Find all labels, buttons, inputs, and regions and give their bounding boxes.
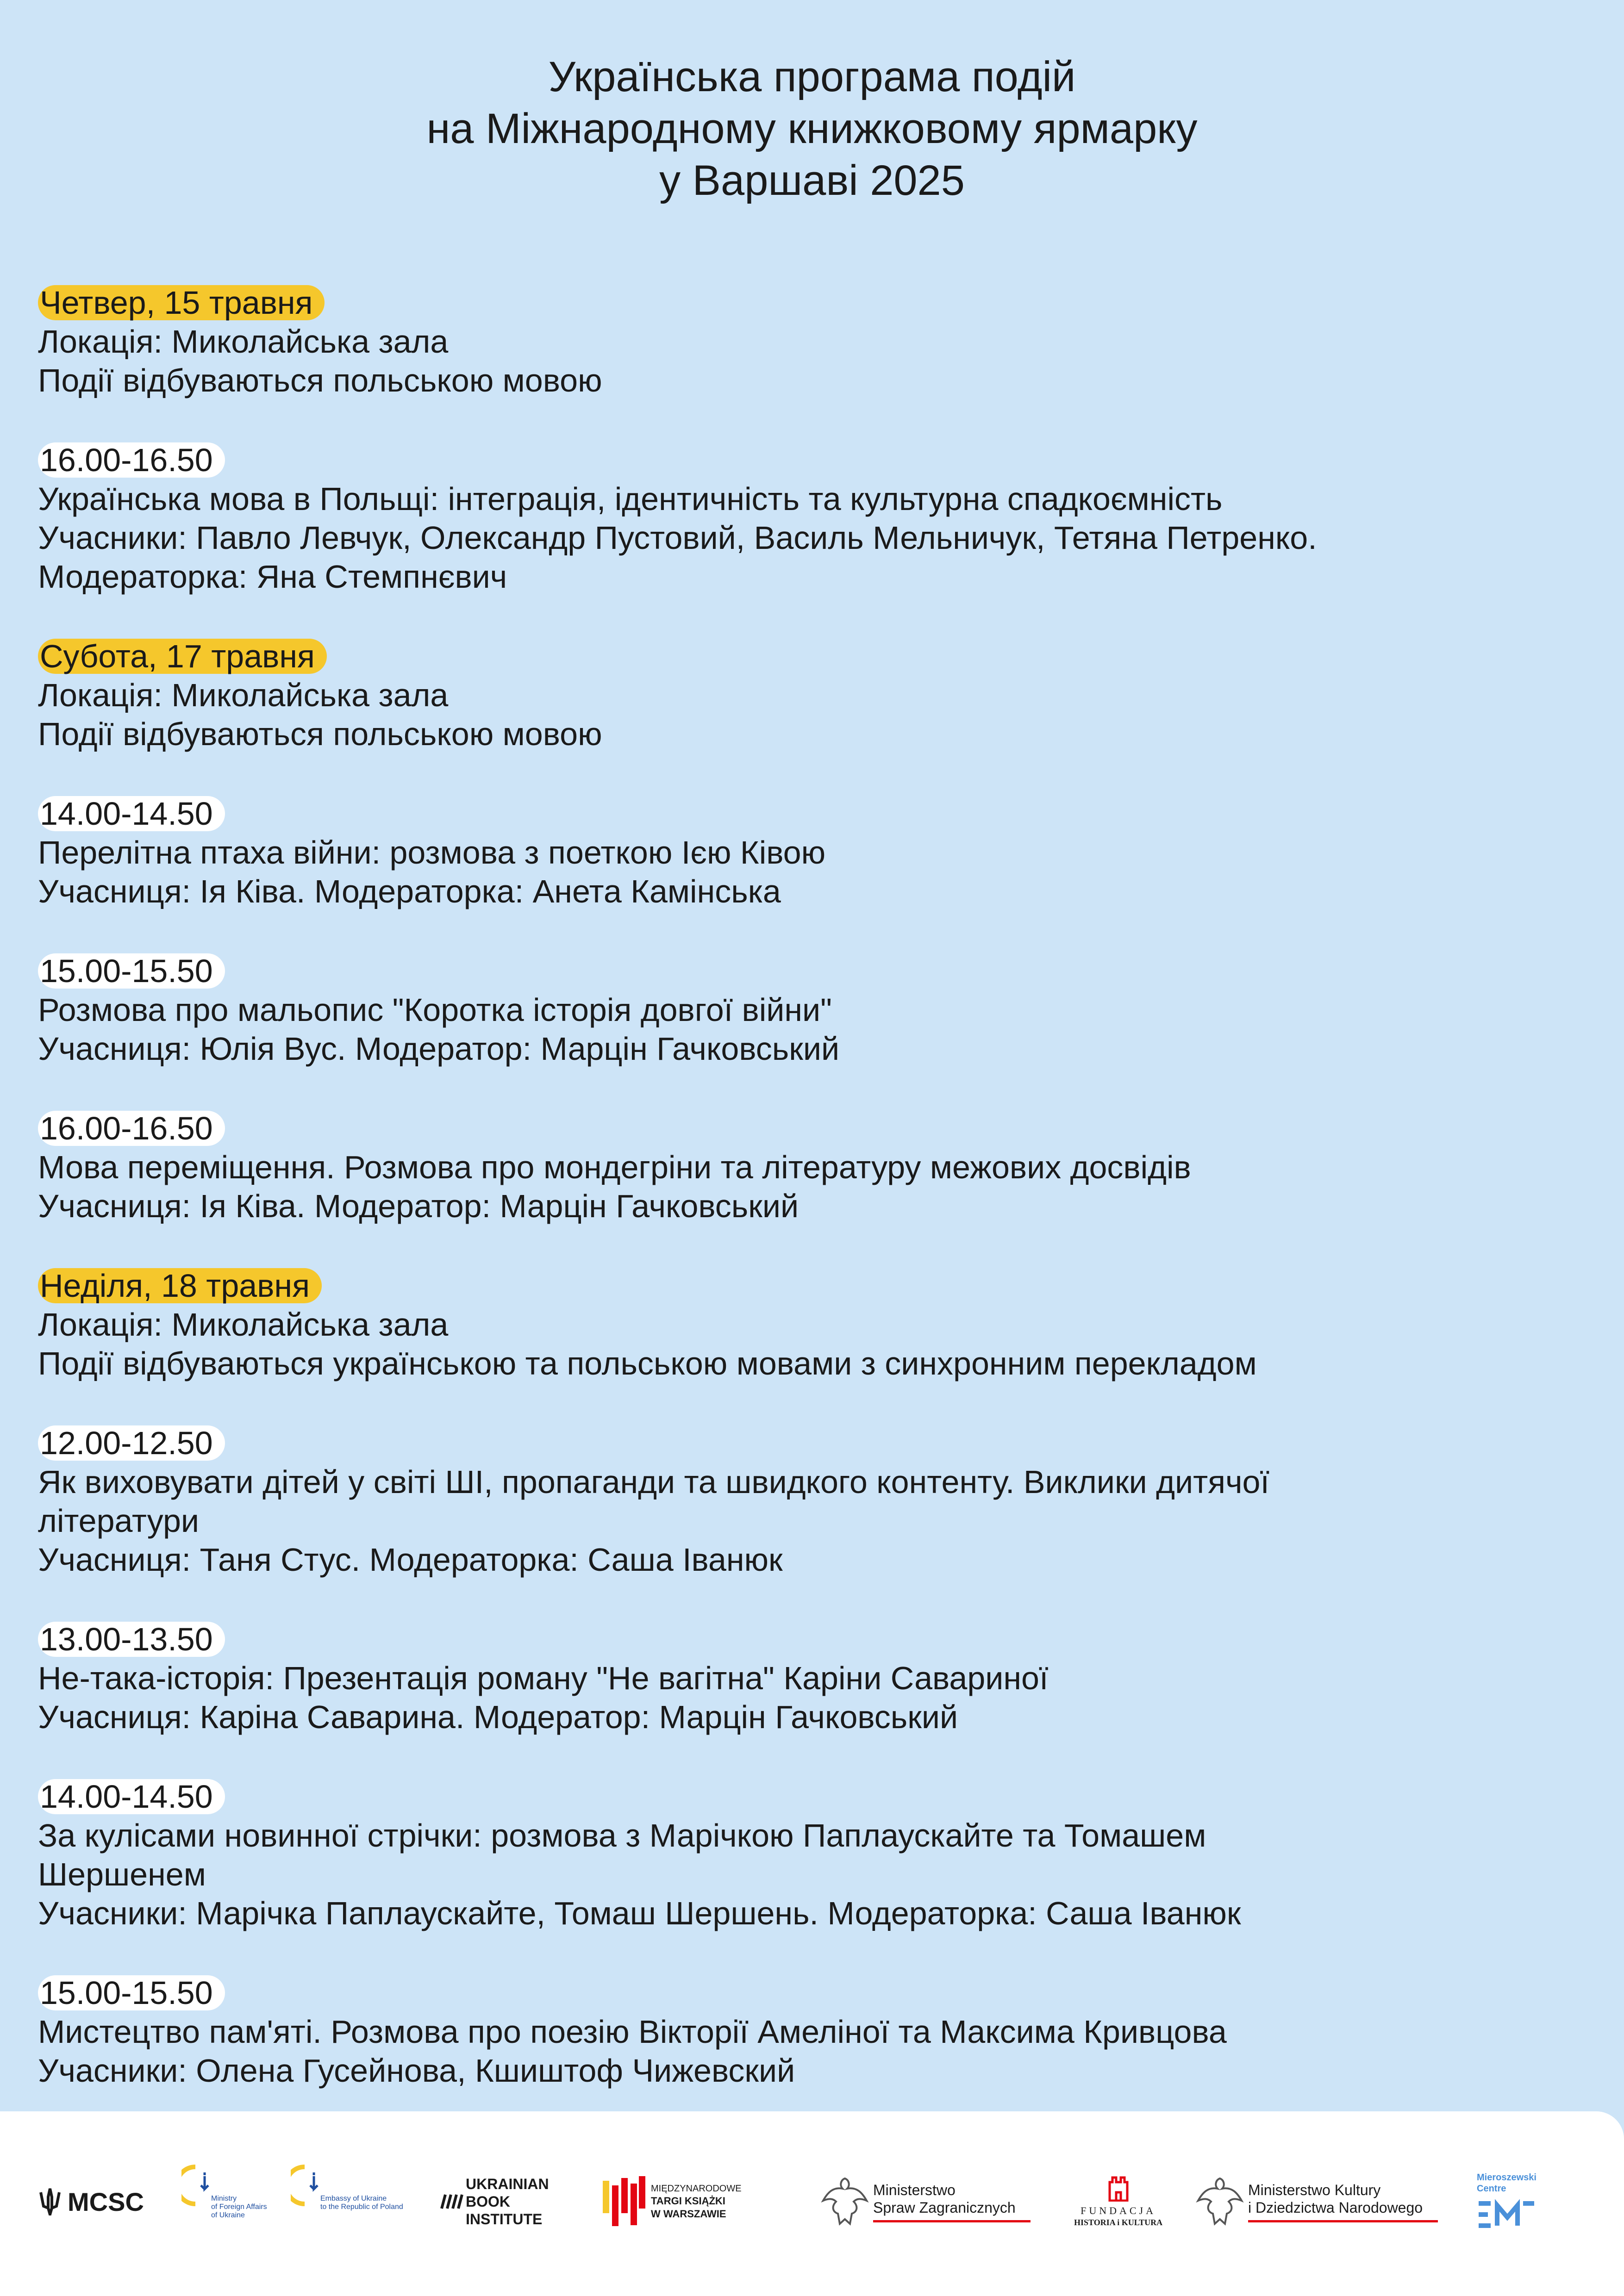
event-item xyxy=(38,1620,1584,1736)
language-note: Події відбуваються польською мовою xyxy=(38,362,602,398)
event-detail-line: Учасниця: Таня Стус. Модераторка: Саша Іванюк xyxy=(38,1542,783,1578)
event-time xyxy=(38,952,1584,990)
event-detail-line: Учасники: Марічка Паплаускайте, Томаш Шершень. Модераторка: Саша Іванюк xyxy=(38,1895,1241,1931)
event-item xyxy=(38,1109,1584,1226)
event-detail-line: Учасники: Олена Гусейнова, Кшиштоф Чижевский xyxy=(38,2053,795,2089)
language-note: Події відбуваються українською та польською мовами з синхронним перекладом xyxy=(38,1345,1257,1381)
event-detail-line: За кулісами новинної стрічки: розмова з Марічкою Паплаускайте та Томашем xyxy=(38,1817,1206,1854)
event-time xyxy=(38,1973,1584,2012)
polish-eagle-icon xyxy=(1194,2174,1245,2229)
location-text: Локація: Миколайська зала xyxy=(38,324,449,360)
event-detail-line: Не-така-історія: Презентація роману "Не вагітна" Каріни Савариної xyxy=(38,1660,1049,1696)
event-detail-line: Розмова про мальопис "Коротка історія довгої війни" xyxy=(38,992,832,1028)
day-section xyxy=(38,1266,1584,1383)
event-item xyxy=(38,794,1584,911)
event-program xyxy=(38,283,1584,2131)
fundacja-line: FUNDACJA xyxy=(1081,2205,1156,2216)
mfa-ukraine-line: of Ukraine xyxy=(211,2211,245,2219)
mfa-ukraine-line: of Foreign Affairs xyxy=(211,2203,267,2211)
day-date-highlight: Субота, 17 травня xyxy=(38,639,327,674)
mieroszewski-line: Centre xyxy=(1477,2184,1506,2194)
event-item xyxy=(38,1424,1584,1579)
embassy-line: to the Republic of Poland xyxy=(320,2203,403,2211)
event-time xyxy=(38,1109,1584,1148)
event-time-highlight: 12.00-12.50 xyxy=(38,1425,225,1461)
mfa-ukraine-logo xyxy=(181,2162,267,2241)
event-time xyxy=(38,794,1584,833)
page-title xyxy=(0,51,1624,206)
ukraine-emblem-icon xyxy=(181,2162,214,2209)
event-detail-line: Учасниця: Ія Ківа. Модератор: Марцін Гачковський xyxy=(38,1188,799,1224)
title-line: Українська програма подій xyxy=(548,53,1076,100)
event-time xyxy=(38,1620,1584,1659)
mcsc-label: MCSC xyxy=(68,2187,144,2216)
msz-line: Ministerstwo xyxy=(873,2181,956,2198)
book-stripes-icon xyxy=(440,2194,466,2209)
targi-line: TARGI KSIĄŻKI xyxy=(651,2195,725,2207)
mieroszewski-mark-icon xyxy=(1477,2199,1537,2231)
event-detail-line: літератури xyxy=(38,1503,200,1539)
event-time-highlight: 14.00-14.50 xyxy=(38,1779,225,1814)
event-detail-line: Учасниця: Каріна Саварина. Модератор: Марцін Гачковський xyxy=(38,1699,958,1735)
event-detail-line: Українська мова в Польщі: інтеграція, ідентичність та культурна спадкоємність xyxy=(38,481,1223,517)
event-time xyxy=(38,1777,1584,1816)
location-text: Локація: Миколайська зала xyxy=(38,1307,449,1343)
fundacja-historia-kultura-logo xyxy=(1074,2162,1162,2241)
event-item xyxy=(38,1973,1584,2090)
partner-logos-footer xyxy=(0,2111,1624,2296)
ukraine-emblem-icon xyxy=(291,2162,323,2209)
uibi-line: UKRAINIAN xyxy=(466,2176,549,2192)
event-time-highlight: 13.00-13.50 xyxy=(38,1622,225,1657)
mkidn-line: Ministerstwo Kultury xyxy=(1248,2181,1381,2198)
event-item xyxy=(38,441,1584,596)
event-detail-line: Мистецтво пам'яті. Розмова про поезію Вікторії Амеліної та Максима Кривцова xyxy=(38,2014,1227,2050)
event-time-highlight: 16.00-16.50 xyxy=(38,1111,225,1146)
msz-poland-logo xyxy=(819,2162,1031,2241)
day-heading xyxy=(38,637,1584,676)
event-time-highlight: 14.00-14.50 xyxy=(38,796,225,831)
title-line: на Міжнародному книжковому ярмарку xyxy=(426,105,1198,152)
event-time xyxy=(38,441,1584,479)
day-heading xyxy=(38,1266,1584,1305)
uibi-line: BOOK xyxy=(466,2193,510,2210)
mkidn-line: i Dziedzictwa Narodowego xyxy=(1248,2199,1423,2216)
day-heading xyxy=(38,283,1584,322)
book-fair-bars-icon xyxy=(602,2176,646,2227)
red-underline xyxy=(1248,2220,1438,2222)
mieroszewski-centre-logo xyxy=(1477,2162,1537,2241)
mieroszewski-line: Mieroszewski xyxy=(1477,2172,1537,2183)
event-detail-line: Перелітна птаха війни: розмова з поеткою Ією Ківою xyxy=(38,834,826,871)
mcsc-logo xyxy=(38,2162,144,2241)
location-text: Локація: Миколайська зала xyxy=(38,677,449,713)
mkidn-poland-logo xyxy=(1194,2162,1438,2241)
fundacja-line: HISTORIA i KULTURA xyxy=(1074,2218,1163,2227)
language-note: Події відбуваються польською мовою xyxy=(38,716,602,752)
red-underline xyxy=(873,2220,1031,2222)
event-time xyxy=(38,1424,1584,1462)
event-time-highlight: 15.00-15.50 xyxy=(38,953,225,989)
day-date-highlight: Неділя, 18 травня xyxy=(38,1268,322,1303)
event-detail-line: Мова переміщення. Розмова про мондегріни та літературу межових досвідів xyxy=(38,1149,1191,1185)
event-detail-line: Учасники: Павло Левчук, Олександр Пустовий, Василь Мельничук, Тетяна Петренко. xyxy=(38,520,1317,556)
event-time-highlight: 15.00-15.50 xyxy=(38,1975,225,2010)
mfa-ukraine-line: Ministry xyxy=(211,2195,237,2203)
trident-icon xyxy=(38,2188,62,2215)
tower-icon xyxy=(1107,2176,1130,2202)
ukrainian-book-institute-logo xyxy=(440,2162,549,2241)
embassy-ukraine-logo xyxy=(291,2162,403,2241)
targi-ksiazki-logo xyxy=(602,2162,742,2241)
event-detail-line: Учасниця: Юлія Вус. Модератор: Марцін Гачковський xyxy=(38,1031,840,1067)
day-date-highlight: Четвер, 15 травня xyxy=(38,285,325,320)
msz-line: Spraw Zagranicznych xyxy=(873,2199,1016,2216)
event-detail-line: Шершенем xyxy=(38,1856,206,1892)
event-detail-line: Учасниця: Ія Ківа. Модераторка: Анета Камінська xyxy=(38,873,781,909)
event-detail-line: Модераторка: Яна Стемпнєвич xyxy=(38,559,507,595)
targi-line: MIĘDZYNARODOWE xyxy=(651,2184,742,2194)
targi-line: W WARSZAWIE xyxy=(651,2208,726,2220)
uibi-line: INSTITUTE xyxy=(466,2211,543,2228)
polish-eagle-icon xyxy=(819,2174,870,2229)
event-detail-line: Як виховувати дітей у світі ШІ, пропаганди та швидкого контенту. Виклики дитячої xyxy=(38,1464,1269,1500)
title-line: у Варшаві 2025 xyxy=(659,157,965,204)
event-item xyxy=(38,952,1584,1068)
day-section xyxy=(38,637,1584,753)
event-item xyxy=(38,1777,1584,1933)
embassy-line: Embassy of Ukraine xyxy=(320,2195,387,2203)
day-section xyxy=(38,283,1584,400)
event-time-highlight: 16.00-16.50 xyxy=(38,442,225,478)
